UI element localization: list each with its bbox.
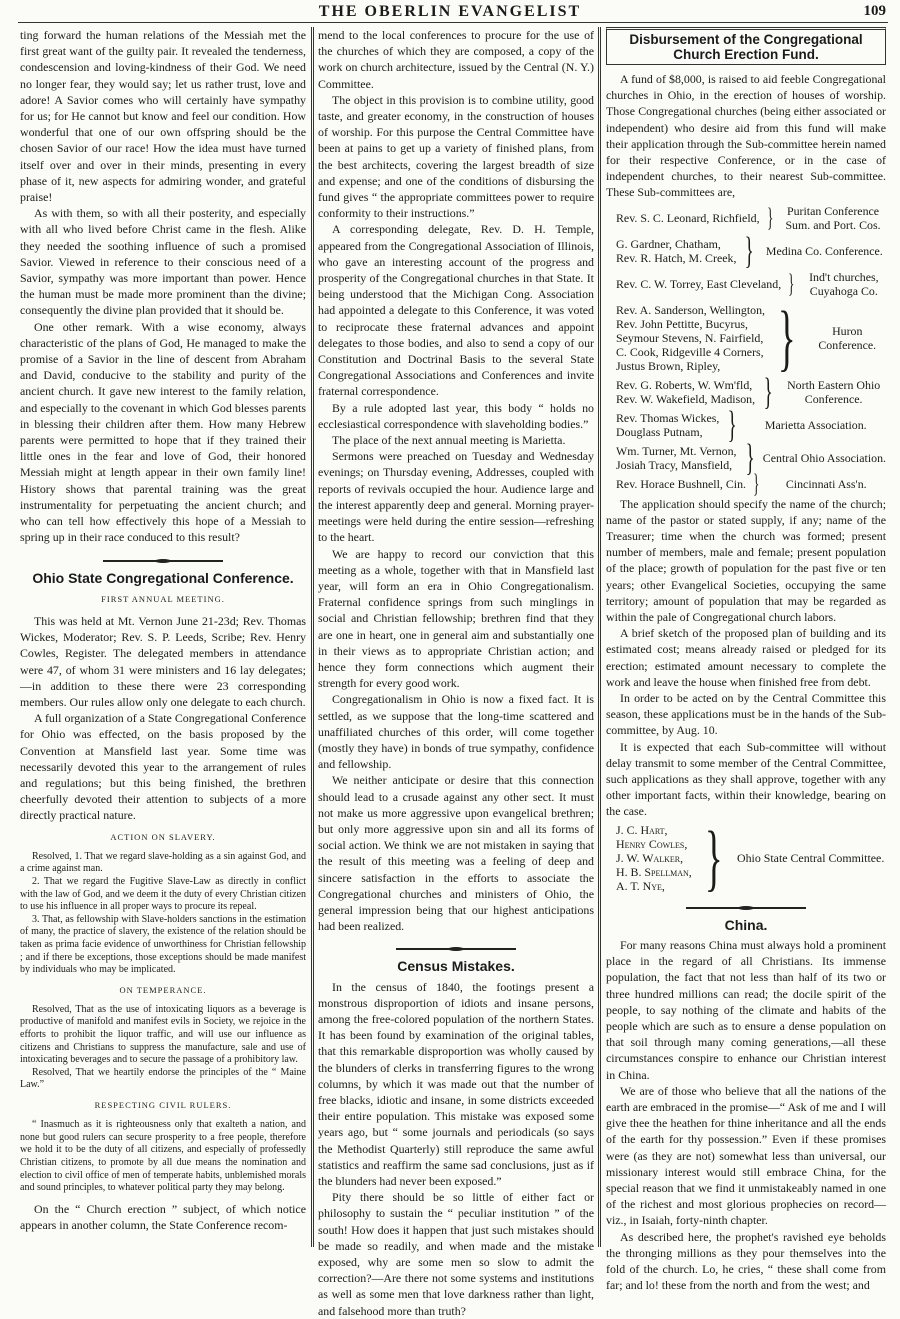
name: Seymour Stevens, N. Fairfield, (616, 330, 764, 345)
brace-symbol: } (753, 468, 760, 498)
group-name: Medina Co. Conference. (765, 243, 883, 258)
brace-symbol: } (788, 268, 795, 298)
paragraph: Resolved, That we heartily endorse the principles of the “ Maine Law.” (20, 1066, 306, 1091)
name: J. C. Hart, (616, 822, 668, 837)
group-name: Central Ohio Association. (762, 450, 886, 465)
paragraph: In order to be acted on by the Central Committee this season, these applications must be in the hands of the Sub-committee, by Aug. 10. (606, 691, 886, 738)
paragraph: In the census of 1840, the footings present a monstrous disproportion of idiots and insane persons, among the free-colored population of the northern States. It has been found by examination of the original tables, that this remarkable disproportion was wholly caused by the blunders of clerks in transferring figures to the wrong columns, by which it was made out that the number of free blacks, idiotic and insane, in some districts exceeded their entire population. This mistake was exposed some years ago, but “ some journals and periodicals (so says the Methodist Quarterly) still reproduce the same awful statistics and reaffirm the same sad conclusions, just as if the blunders had never been exposed.” (318, 979, 594, 1189)
column-divider (311, 27, 314, 1247)
name: Rev. S. C. Leonard, Richfield, (616, 210, 760, 225)
name: A. T. Nye, (616, 878, 665, 893)
group-name: North Eastern Ohio Conference. (787, 377, 881, 406)
paragraph: Congregationalism in Ohio is now a fixed fact. It is settled, as we suppose that the long-time scattered and unaffiliated churches of this order, will come together (mostly they have) in bonds of true sympathy, confidence and fellowship. (318, 692, 594, 772)
column-divider (598, 27, 601, 1247)
ornamental-rule (686, 907, 806, 909)
paragraph: The application should specify the name of the church; name of the pastor or stated supply, if any; name of the Treasurer; time when the church was formed; present number of members, male and female; present population of the place; growth of population for the past five or ten years; other Evangelical Societies, occupying the same territory; amount of population that may be regarded as within the pale of Congregational church labors. (606, 496, 886, 625)
ornamental-rule (103, 560, 223, 562)
brace-symbol: } (766, 202, 773, 232)
name: Rev. A. Sanderson, Wellington, (616, 302, 765, 317)
paragraph: A fund of $8,000, is raised to aid feeble Congregational churches in Ohio, in the erection of houses of worship. Those Congregational churches (being either associated or independent) who desire aid from this fund will make their application through the Sub-committee herein named for their respective Conference, or in the case of independent churches, to their nearest Sub-committee. These Sub-committees are, (606, 72, 886, 200)
article-subheading: FIRST ANNUAL MEETING. (101, 593, 225, 604)
brace-list-item (616, 816, 886, 899)
brace-list-item (616, 270, 886, 298)
paragraph: The object in this provision is to combine utility, good taste, and greater economy, in the construction of houses of worship. For this purpose the Central Committee have been at pains to get up a variety of finished plans, from the best architects, covering the largest breadth of size and expense; and one of the conditions of disbursing the fund gives “ the appropriate committees power to require conformity to their instructions.” (318, 92, 594, 221)
group-name: Marietta Association. (764, 417, 867, 432)
paragraph: We are of those who believe that all the nations of the earth are embraced in the promise—“ Ask of me and I will give thee the heathen for thine inheritance and all the ends of the earth for thy possession.” Even if these promises were (as they are not) somewhat less than universal, our missionary interest would still embrace China, for the special reason that we find it unmistakeably named in one of the richest and most glorious prophecies on record—viz., in Isaiah, forty-ninth chapter. (606, 1083, 886, 1228)
brace-list-item (616, 229, 886, 272)
name: Henry Cowles, (616, 836, 688, 851)
names-list (616, 444, 737, 472)
name: Rev. C. W. Torrey, East Cleveland, (616, 276, 782, 291)
name: Rev. R. Hatch, M. Creek, (616, 250, 737, 265)
newspaper-title: THE OBERLIN EVANGELIST (318, 3, 582, 20)
paragraph: 3. That, as fellowship with Slave-holders sanctions in the estimation of many, the practice of slavery, the existence of the relation should be taken as prima facie evidence of unworthiness for Christian fellowship ; and if there be exceptions, those exceptions should be made manifest by individuals who may be implicated. (20, 913, 306, 976)
name: Josiah Tracy, Mansfield, (616, 457, 733, 472)
brace-list-item (616, 296, 886, 379)
name: Wm. Turner, Mt. Vernon, (616, 443, 737, 458)
paragraph: Resolved, 1. That we regard slave-holding as a sin against God, and a crime against man. (20, 850, 306, 875)
name: Rev. John Pettitte, Bucyrus, (616, 316, 748, 331)
column-2 (318, 27, 594, 1319)
name: Douglass Putnam, (616, 424, 703, 439)
name: C. Cook, Ridgeville 4 Corners, (616, 344, 764, 359)
names-list (616, 237, 736, 265)
section-heading: ON TEMPERANCE. (119, 984, 207, 995)
paragraph: For many reasons China must always hold a prominent place in the regard of all Christians. Its immense population, the fact that not less than half of its two or three hundred millions can read; the docile spirit of the people, to say nothing of the climate and habits of the people which are such as to ensure a dense population on that soil through many coming generations,—all these circumstances conspire to enhance our Christian interest in China. (606, 937, 886, 1082)
names-list (616, 211, 760, 225)
name: Rev. G. Roberts, W. Wm'fld, (616, 377, 753, 392)
name: Rev. W. Wakefield, Madison, (616, 391, 756, 406)
name: Justus Brown, Ripley, (616, 358, 721, 373)
section-heading: RESPECTING CIVIL RULERS. (94, 1100, 232, 1111)
names-list (616, 378, 755, 406)
paragraph: The place of the next annual meeting is Marietta. (332, 433, 566, 448)
page-header (0, 0, 900, 24)
article-headline: Disbursement of the Congregational Church Erection Fund. (629, 32, 863, 62)
group-name: Cincinnati Ass'n. (785, 476, 867, 491)
paragraph: Pity there should be so little of either fact or philosophy to sustain the “ peculiar institution ” of the south! How does it happen that just such mistakes should be made so readily, and when made and the mistake exposed, why are some men so slow to admit the correction?—Are there not some systems and institutions as well as some men that love darkness rather than light, and falsehood more than truth? (318, 1190, 594, 1318)
paragraph: 2. That we regard the Fugitive Slave-Law as directly in conflict with the law of God, and we deem it the duty of every Christian citizen to use his influence in all proper ways to procure its repeal. (20, 875, 306, 913)
group-name: Ind't churches, Cuyahoga Co. (809, 269, 879, 298)
group-name: Puritan Conference Sum. and Port. Cos. (785, 203, 881, 232)
paragraph: As described here, the prophet's ravished eye beholds the thronging millions as they pour themselves into the fold of the church. Lo, he cries, “ these shall come from far; and lo! these from the north and from the west; and (606, 1229, 886, 1293)
header-rule (18, 22, 888, 23)
brace-list-item (616, 436, 886, 479)
brace-symbol: } (704, 816, 723, 899)
paragraph: A corresponding delegate, Rev. D. H. Temple, appeared from the Congregational Association of Illinois, who gave an interesting account of the progress and prosperity of the Congregational churches in that State. It being understood that the Michigan Cong. Association had appointed a delegate to this Conference, it was voted to reciprocate these fraternal advances and appoint delegates to those bodies, and also to send a copy of our Constitution and Doctrinal Basis to the several State Congregational Associations and Conferences and invite fraternal correspondence. (318, 222, 594, 399)
paragraph: “ Inasmuch as it is righteousness only that exalteth a nation, and none but good rulers can secure prosperity to a free people, therefore we hold it to be the duty of all citizens, and especially of professedly Christian citizens, to promote by all due means the nomination and election to civil office of men of temperate habits, unblemished morals and sound principles, to whatever political party they may belong. (20, 1119, 306, 1194)
headline-box (606, 27, 886, 65)
brace-list-item (616, 370, 886, 413)
names-list (616, 823, 692, 893)
paragraph: This was held at Mt. Vernon June 21-23d; Rev. Thomas Wickes, Moderator; Rev. S. P. Leeds, Scribe; Rev. Henry Cowles, Register. The delegated members in attendance were 47, of whom 31 were ministers and 16 lay delegates;—in addition to these there were 23 corresponding members. Our rules allow only one delegate to each church. (20, 613, 306, 709)
brace-list-item (616, 204, 886, 232)
group-name: Huron Conference. (818, 323, 877, 352)
paragraph: We neither anticipate or desire that this connection should lead to a crusade against any other sect. It must not make us more aggressive upon evangelical brethren; but only more aggressive upon sin and all its forms of social action. We think we are not mistaken in saying that the result of this meeting was a feeling of deep and sincere satisfaction in the efforts to associate the Congregational churches and ministers of Ohio, the general impression being that our highest anticipations had been realized. (318, 773, 594, 934)
names-list (616, 303, 765, 373)
name: Rev. Thomas Wickes, (616, 410, 720, 425)
brace-symbol: } (727, 403, 738, 446)
section-heading: ACTION ON SLAVERY. (110, 831, 216, 842)
page-number: 109 (863, 3, 886, 19)
column-3 (606, 27, 886, 1293)
paragraph: As with them, so with all their posterity, and especially with all who lived before Christ came in the flesh. Alike they needed the soothing influence of such a promised Savior. Viewed in reference to their conscious need of a Savior, sympathy was more important than power. Hence the human must be made more prominent than the divine; consequently the divine plan provided that it should be. (20, 206, 306, 318)
paragraph: ting forward the human relations of the Messiah met the first great want of the guilty pair. It revealed the tenderness, condescension and loving-kindness of their God. We need no longer fear, they would say; let us rather trust, love and adore! A Savior comes who will certainly have sympathy for us; for He cannot but know and feel our condition. How wonderful that one of our own offspring should be the chosen Savior of our race! How the idea must have turned itself over and over in their minds, presenting in every phase of it, new aspects for admiring wonder, and grateful praise! (20, 28, 306, 205)
ornamental-rule (396, 948, 516, 950)
paragraph: A full organization of a State Congregational Conference for Ohio was effected, on the basis proposed by the Convention at Mansfield last year. Some time was necessarily devoted this year to the arrangement of rules and regulations; but this being finished, the brethren cheerfully devoted their attention to subjects of a more directly practical nature. (20, 711, 306, 823)
paragraph: We are happy to record our conviction that this meeting as a whole, together with that in Mansfield last year, will form an era in Ohio Congregationalism. Fraternal confidence springs from such minglings in social and Christian fellowship; brethren find that they are one in heart, one in general aim and substantially one in their views as to appropriate Christian action; and hence they form connections which augment their strength for every good work. (318, 546, 594, 691)
name: G. Gardner, Chatham, (616, 236, 721, 251)
name: J. W. Walker, (616, 850, 684, 865)
names-list (616, 277, 781, 291)
article-headline: Ohio State Congregational Conference. (32, 569, 294, 586)
article-headline: Census Mistakes. (397, 958, 515, 975)
brace-list-item (616, 403, 886, 446)
names-list (616, 477, 746, 491)
paragraph: mend to the local conferences to procure for the use of the churches of which they are composed, a copy of the work on church architecture, issued by the Central (N. Y.) Committee. (318, 28, 594, 91)
paragraph: By a rule adopted last year, this body “ holds no ecclesiastical correspondence with slaveholding bodies.” (318, 400, 594, 431)
name: Rev. Horace Bushnell, Cin. (616, 476, 747, 491)
brace-symbol: } (777, 296, 796, 379)
article-headline: China. (724, 916, 768, 933)
brace-symbol: } (763, 370, 773, 413)
paragraph: Resolved, That as the use of intoxicating liquors as a beverage is productive of manifold and manifest evils in Society, we rejoice in the efforts to prohibit the liquor traffic, and will use our influence as citizens and Christians to suppress the manufacture, sale and use of intoxicating beverages and to secure the passage of a prohibitory law. (20, 1003, 306, 1066)
paragraph: One other remark. With a wise economy, always characteristic of the plans of God, He managed to make the promise of a Savior in the line of descent from Abraham and David, conducive to the stability and purity of the ancient church. It gave new interest to the family relation, and especially to the covenant in which God blesses parents in blessing their children after them. How many Hebrew parents were permitted to hope that if they trained their little ones in the fear and love of God, their honored Messiah might at length appear in their own family line! History shows that parental training was the great instrumentality for perpetuating the ancient church; and who can tell how effectively this hope of a Messiah to spring up in their race conduced to this result? (20, 319, 306, 545)
brace-symbol: } (745, 436, 755, 479)
group-name: Ohio State Central Committee. (737, 850, 885, 865)
names-list (616, 411, 719, 439)
paragraph: A brief sketch of the proposed plan of building and its estimated cost; means already raised or pledged for its erection; estimated amount necessary to complete the work and leave the house when finished free from debt. (606, 626, 886, 689)
paragraph: It is expected that each Sub-committee will without delay transmit to some member of the Central Committee, such applications as they shall approve, together with any other important facts, within their knowledge, bearing on the case. (606, 739, 886, 819)
paragraph: On the “ Church erection ” subject, of which notice appears in another column, the State Conference recom- (20, 1201, 306, 1233)
paragraph: Sermons were preached on Tuesday and Wednesday evenings; on Thursday evening, Addresses, coupled with reports of revivals occupied the hour. Audience large and the interest apparently deep and general. Morning prayer-meetings were held during the entire session—refreshing to the heart. (318, 449, 594, 545)
column-1 (20, 27, 306, 1233)
brace-list-item (616, 468, 886, 498)
brace-symbol: } (744, 229, 755, 272)
name: H. B. Spellman, (616, 864, 692, 879)
